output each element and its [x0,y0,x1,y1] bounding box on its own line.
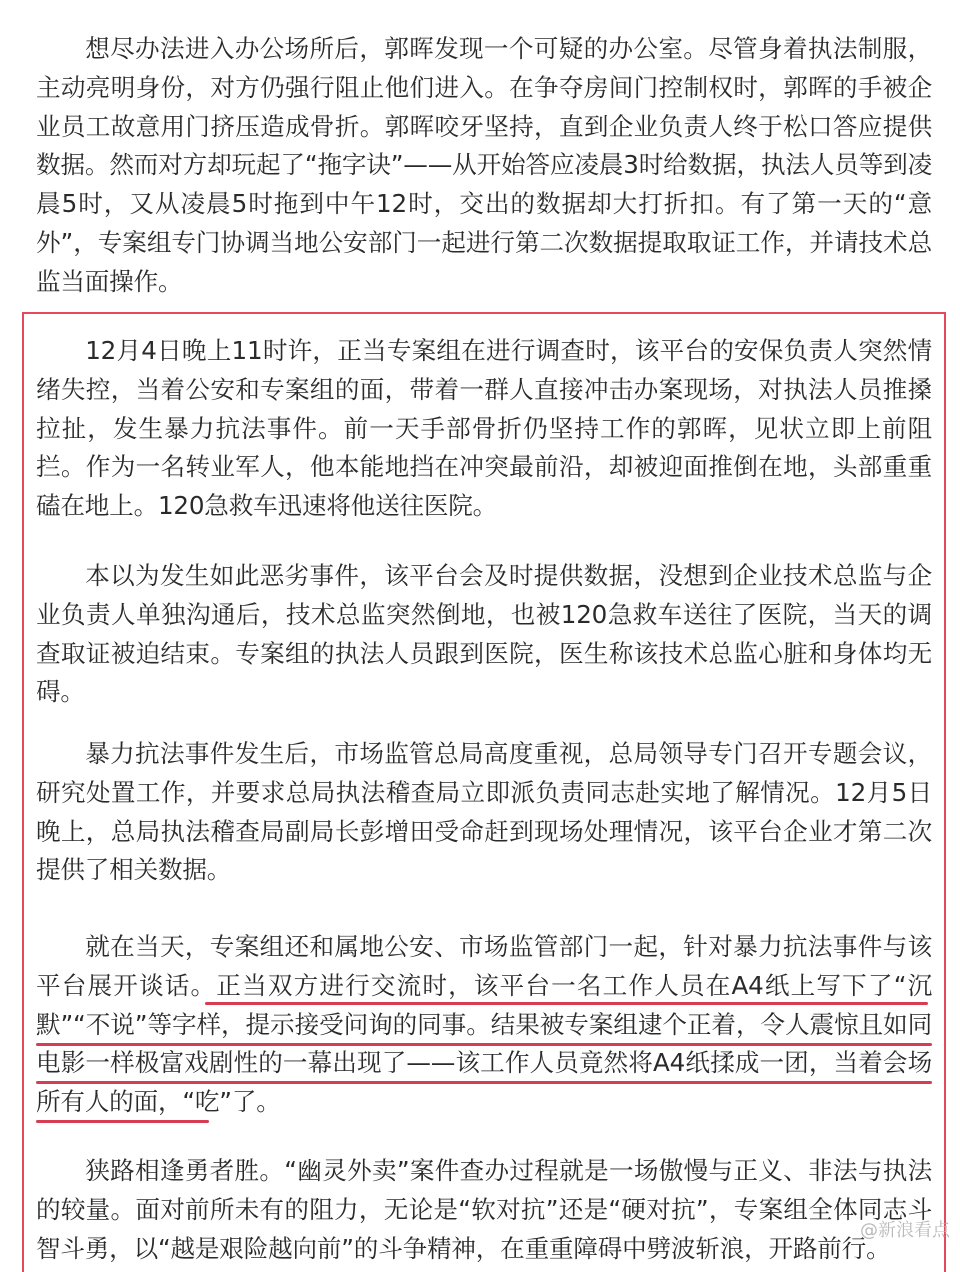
underline-annotation [205,1002,928,1005]
underline-annotation [36,1043,932,1046]
paragraph-3: 本以为发生如此恶劣事件，该平台会及时提供数据，没想到企业技术总监与企业负责人单独沟通后，技术总监突然倒地，也被120急救车送往了医院，当天的调查取证被迫结束。专案组的执法人员跟到医院，医生称该技术总监心脏和身体均无碍。 [36,561,932,707]
paragraph-6: 狭路相逢勇者胜。“幽灵外卖”案件查办过程就是一场傲慢与正义、非法与执法的较量。面对前所未有的阻力，无论是“软对抗”还是“硬对抗”，专案组全体同志斗智斗勇，以“越是艰险越向前”的斗争精神，在重重障碍中劈波斩浪，开路前行。 [36,1156,932,1263]
paragraph-1: 想尽办法进入办公场所后，郭晖发现一个可疑的办公室。尽管身着执法制服，主动亮明身份，对方仍强行阻止他们进入。在争夺房间门控制权时，郭晖的手被企业员工故意用门挤压造成骨折。郭晖咬牙坚持，直到企业负责人终于松口答应提供数据。然而对方却玩起了“拖字诀”——从开始答应凌晨3时给数据，执法人员等到凌晨5时，又从凌晨5时拖到中午12时，交出的数据却大打折扣。有了第一天的“意外”，专案组专门协调当地公安部门一起进行第二次数据提取取证工作，并请技术总监当面操作。 [36,34,932,296]
paragraph-4: 暴力抗法事件发生后，市场监管总局高度重视，总局领导专门召开专题会议，研究处置工作，并要求总局执法稽查局立即派负责同志赴实地了解情况。12月5日晚上，总局执法稽查局副局长彭增田受命赶到现场处理情况，该平台企业才第二次提供了相关数据。 [36,739,932,885]
paragraph-2: 12月4日晚上11时许，正当专案组在进行调查时，该平台的安保负责人突然情绪失控，当着公安和专案组的面，带着一群人直接冲击办案现场，对执法人员推搡拉扯，发生暴力抗法事件。前一天手部骨折仍坚持工作的郭晖，见状立即上前阻拦。作为一名转业军人，他本能地挡在冲突最前沿，却被迎面推倒在地，头部重重磕在地上。120急救车迅速将他送往医院。 [36,336,932,521]
paragraph-5: 就在当天，专案组还和属地公安、市场监管部门一起，针对暴力抗法事件与该平台展开谈话。正当双方进行交流时，该平台一名工作人员在A4纸上写下了“沉默”“不说”等字样，提示接受问询的同事。结果被专案组逮个正着，令人震惊且如同电影一样极富戏剧性的一幕出现了——该工作人员竟然将A4纸揉成一团，当着会场所有人的面，“吃”了。 [36,932,932,1117]
underline-annotation [36,1120,209,1123]
underline-annotation [36,1081,932,1084]
watermark: @新浪看点 [860,1220,950,1241]
